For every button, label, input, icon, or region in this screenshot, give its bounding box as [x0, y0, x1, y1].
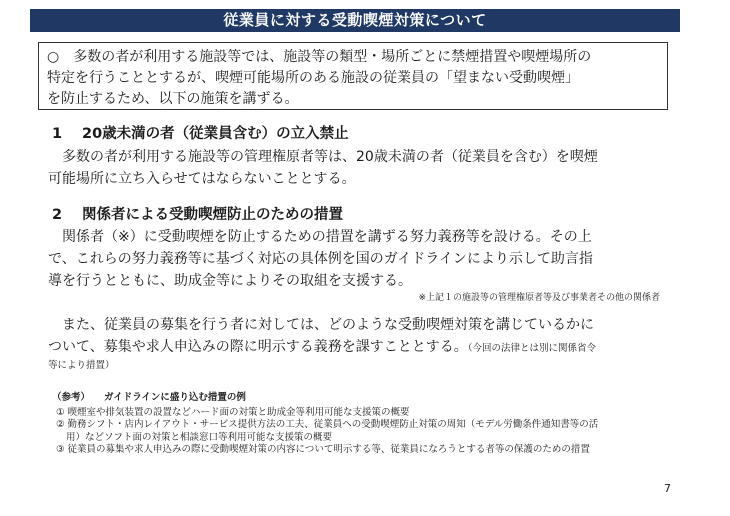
section2-footnote: ※上記１の施設等の管理権原者等及び事業者その他の関係者: [418, 293, 660, 303]
section1-title: 20歳未満の者（従業員含む）の立入禁止: [82, 126, 349, 142]
reference-label: （参考）: [52, 392, 91, 403]
page-number: 7: [664, 482, 671, 495]
section2-number: 2: [52, 207, 63, 223]
intro-line-2: 特定を行うこととするが、喫煙可能場所のある施設の従業員の「望まない受動喫煙」: [47, 70, 579, 86]
para2-inline-note: （今回の法律とは別に関係省令: [467, 343, 596, 354]
reference-item-2-cont: 用）などソフト面の対策と相談窓口等利用可能な支援策の概要: [66, 431, 333, 443]
para2-inline-note-2: 等により措置）: [48, 360, 115, 371]
reference-box: [52, 392, 672, 457]
reference-item-1: ① 喫煙室や排気装置の設置などハード面の対策と助成金等利用可能な支援策の概要: [56, 406, 410, 418]
section1-body: [48, 146, 663, 190]
section2-line-1: 関係者（※）に受動喫煙を防止するための措置を講ずる努力義務等を設ける。その上: [62, 229, 592, 245]
section2-line-3: 導を行うとともに、助成金等によりその取組を支援する。: [48, 273, 412, 289]
page-title: 従業員に対する受動喫煙対策について: [30, 9, 680, 32]
section2-para2: [48, 314, 663, 372]
section1-line-2: 可能場所に立ち入らせてはならないこととする。: [48, 171, 356, 187]
section2-title: 関係者による受動喫煙防止のための措置: [82, 207, 343, 223]
bullet-circle: ○: [47, 49, 60, 65]
section2-heading: [52, 203, 343, 224]
section2-para2-line-2: ついて、募集や求人申込みの際に明示する義務を課すこととする。（今回の法律とは別に関係省令: [48, 339, 596, 355]
section1-heading: [52, 122, 349, 143]
reference-item-3: ③ 従業員の募集や求人申込みの際に受動喫煙対策の内容について明示する等、従業員になろうとする者等の保護のための措置: [56, 444, 590, 455]
intro-box: [38, 42, 668, 110]
reference-heading: （参考） ガイドラインに盛り込む措置の例: [52, 392, 246, 403]
intro-line-1: ○ 多数の者が利用する施設等では、施設等の類型・場所ごとに禁煙措置や喫煙場所の: [47, 49, 592, 65]
section2-line-2: で、これらの努力義務等に基づく対応の具体例を国のガイドラインにより示して助言指: [48, 251, 593, 267]
section2-body: [48, 226, 663, 292]
section2-para2-line-1: また、従業員の募集を行う者に対しては、どのような受動喫煙対策を講じているかに: [62, 317, 594, 333]
section1-number: 1: [52, 126, 63, 142]
section1-line-1: 多数の者が利用する施設等の管理権原者等は、20歳未満の者（従業員を含む）を喫煙: [62, 149, 598, 165]
intro-line-3: を防止するため、以下の施策を講ずる。: [47, 91, 299, 107]
reference-item-2: ② 勤務シフト・店内レイアウト・サービス提供方法の工夫、従業員への受動喫煙防止対策の周知（モデル労働条件通知書等の活: [56, 419, 599, 430]
